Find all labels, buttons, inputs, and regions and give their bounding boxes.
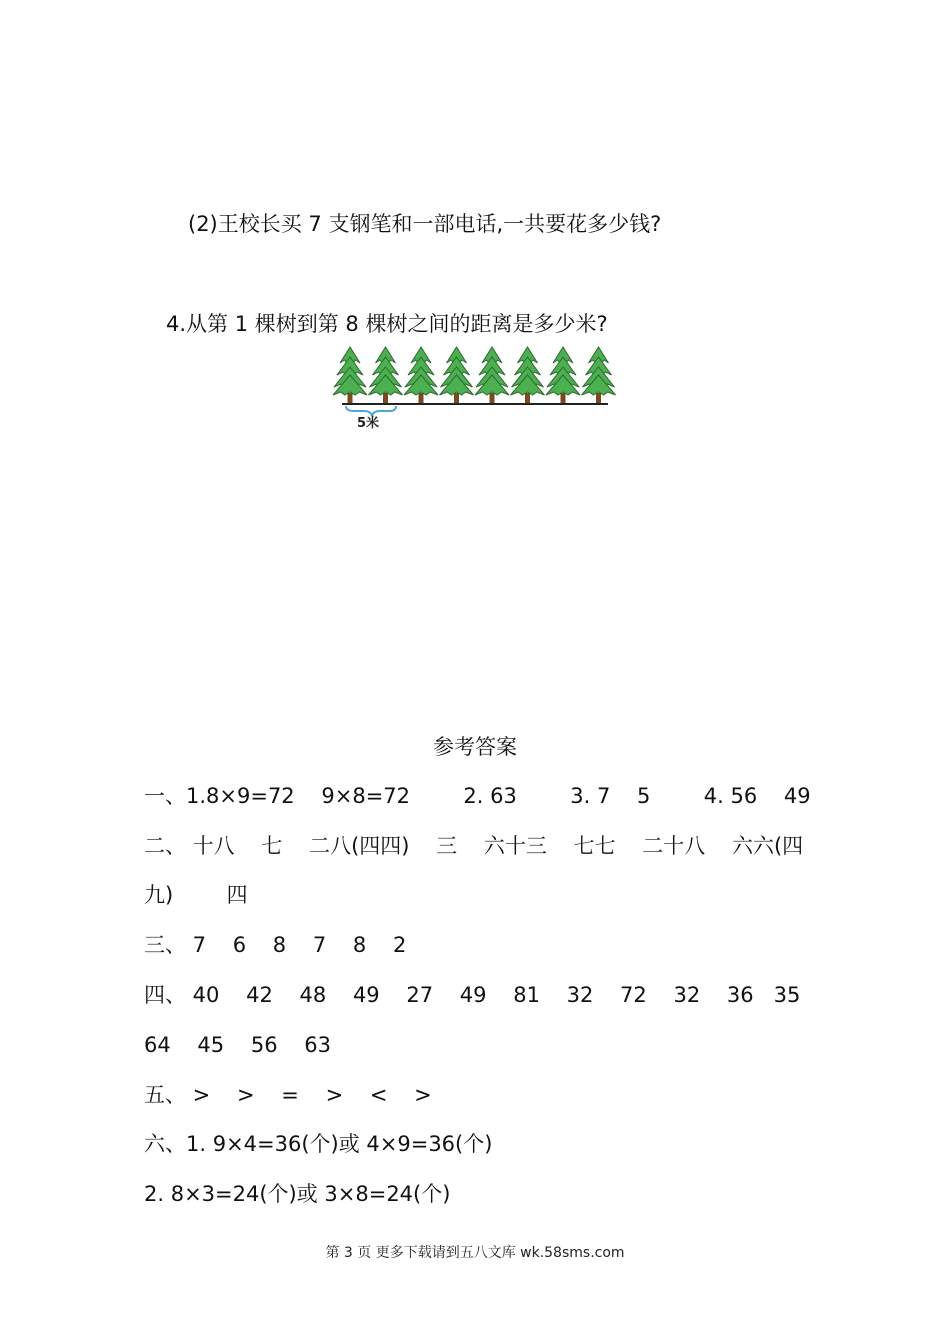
distance-brace	[346, 406, 396, 416]
answer-line-4-cont: 64 45 56 63	[144, 1033, 331, 1057]
answer-line-3: 三、 7 6 8 7 8 2	[144, 933, 407, 957]
answer-line-2-cont: 九) 四	[144, 883, 248, 907]
tree-icon	[511, 347, 545, 403]
answer-line-6: 六、1. 9×4=36(个)或 4×9=36(个)	[144, 1132, 493, 1156]
tree-icon	[369, 347, 403, 403]
tree-row-figure	[328, 345, 628, 420]
answers-title: 参考答案	[433, 735, 517, 759]
answer-line-2: 二、 十八 七 二八(四四) 三 六十三 七七 二十八 六六(四	[144, 834, 804, 858]
tree-icon	[404, 347, 438, 403]
answer-line-1: 一、1.8×9=72 9×8=72 2. 63 3. 7 5 4. 56 49	[144, 784, 811, 808]
tree-icon	[440, 347, 474, 403]
tree-icon	[582, 347, 616, 403]
page-footer: 第 3 页 更多下载请到五八文库 wk.58sms.com	[325, 1245, 625, 1261]
tree-icon	[475, 347, 509, 403]
tree-icon	[546, 347, 580, 403]
tree-icon	[333, 347, 367, 403]
answer-line-6-cont: 2. 8×3=24(个)或 3×8=24(个)	[144, 1182, 451, 1206]
question-2-text: (2)王校长买 7 支钢笔和一部电话,一共要花多少钱?	[188, 212, 662, 236]
answer-line-5: 五、 > > = > < >	[144, 1083, 432, 1107]
distance-label: 5米	[357, 416, 380, 431]
question-4-text: 4.从第 1 棵树到第 8 棵树之间的距离是多少米?	[166, 312, 608, 336]
answer-line-4: 四、 40 42 48 49 27 49 81 32 72 32 36 35	[144, 983, 801, 1007]
